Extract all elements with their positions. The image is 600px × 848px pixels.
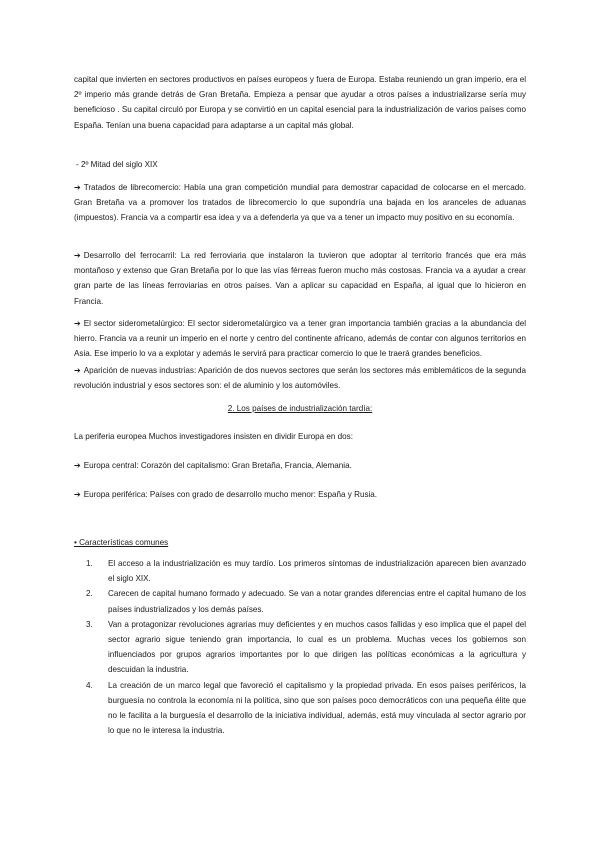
bullet-tratados <box>74 180 526 226</box>
arrow-icon: ➔ <box>74 461 81 470</box>
europa-periferica-text: Europa periférica: Países con grado de desarrollo mucho menor: España y Rusia. <box>83 490 378 499</box>
arrow-icon: ➔ <box>74 319 81 328</box>
heading-segunda-mitad: - 2º Mitad del siglo XIX <box>76 160 158 169</box>
list-item <box>74 586 526 616</box>
arrow-icon: ➔ <box>74 183 81 192</box>
bullet-text: Tratados de librecomercio: Había una gran competición mundial para demostrar capacidad de colocarse en el mercado. Gran Bretaña va a promover los tratados de librecomercio lo que supondría una bajada en los aranceles de aduanas (impuestos). Francia va a compartir esa idea y va a defenderla ya que va a tener un impacto muy positivo en su economía. <box>74 183 526 223</box>
list-number: 3. <box>86 619 93 629</box>
section-title: 2. Los países de industrialización tardía: <box>227 404 373 413</box>
list-text: Carecen de capital humano formado y adecuado. Se van a notar grandes diferencias entre el capital humano de los países industrializados y los demás países. <box>108 589 526 614</box>
list-number: 1. <box>86 559 93 568</box>
list-number: 2. <box>86 589 93 599</box>
bullet-text: Desarrollo del ferrocarril: La red ferroviaria que instalaron la tuvieron que adoptar al territorio francés que era más montañoso y extenso que Gran Bretaña por lo que las vías férreas fueron mucho más costosas. Francia va a ayudar a crear gran parte de las líneas ferroviarias en otros países. Van a aplicar su capacidad en España, al igual que lo hicieron en Francia. <box>74 251 526 306</box>
bullet-text: El sector siderometalúrgico: El sector siderometalúrgico va a tener gran importancia también gracias a la abundancia del hierro. Francia va a reunir un imperio en el norte y centro del continente africano, además de contar con algunos territorios en Asia. Ese imperio lo va a explotar y además le servirá para practicar comercio lo que le traerá grandes beneficios. <box>74 319 526 359</box>
bullet-siderometalurgico <box>74 316 526 362</box>
list-number: 4. <box>86 680 93 690</box>
list-item <box>74 556 526 586</box>
list-text: Van a protagonizar revoluciones agrarias muy deficientes y en muchos casos fallidas y eso implica que el papel del sector agrario sigue teniendo gran importancia, lo cual es un problema. Muchas veces los gobiernos son influenciados por grupos agrarios importantes por lo que dirigen las políticas económicas a la agricultura y descuidan la industria. <box>108 619 526 675</box>
list-text: La creación de un marco legal que favoreció el capitalismo y la propiedad privada. En esos países periféricos, la burguesía no controla la economía ni la política, sino que son países poco democráticos con una pequeña élite que no le facilita a la burguesía el desarrollo de la iniciativa individual, además, está muy vinculada al sector agrario por lo que no le interesa la industria. <box>108 680 526 736</box>
list-item <box>74 617 526 678</box>
caracteristicas-list <box>74 556 526 738</box>
arrow-icon: ➔ <box>74 251 81 260</box>
list-item <box>74 678 526 739</box>
europa-central-item <box>74 458 526 473</box>
list-text: El acceso a la industrialización es muy tardío. Los primeros síntomas de industrialización aparecen bien avanzado el siglo XIX. <box>108 559 526 584</box>
caracteristicas-title: • Características comunes <box>74 538 169 547</box>
bullet-nuevas-industrias <box>74 363 526 393</box>
arrow-icon: ➔ <box>74 366 81 375</box>
europa-central-text: Europa central: Corazón del capitalismo: Gran Bretaña, Francia, Alemania. <box>83 461 352 470</box>
bullet-ferrocarril <box>74 248 526 309</box>
bullet-text: Aparición de nuevas industrias: Aparición de dos nuevos sectores que serán los sectores más emblemáticos de la segunda revolución industrial y esos sectores son: el de aluminio y los automóviles. <box>74 366 526 391</box>
intro-paragraph: capital que invierten en sectores productivos en países europeos y fuera de Europa. Estaba reuniendo un gran imperio, era el 2º imperio más grande detrás de Gran Bretaña. Empieza a pensar que ayudar a otros países a industrializarse sería muy beneficioso . Su capital circuló por Europa y se convirtió en un capital esencial para la industrialización de varios países como España. Tenían una buena capacidad para adaptarse a un capital más global. <box>74 75 526 130</box>
arrow-icon: ➔ <box>74 490 81 499</box>
europa-periferica-item <box>74 487 526 502</box>
periferia-intro: La periferia europea Muchos investigadores insisten en dividir Europa en dos: <box>74 432 353 441</box>
